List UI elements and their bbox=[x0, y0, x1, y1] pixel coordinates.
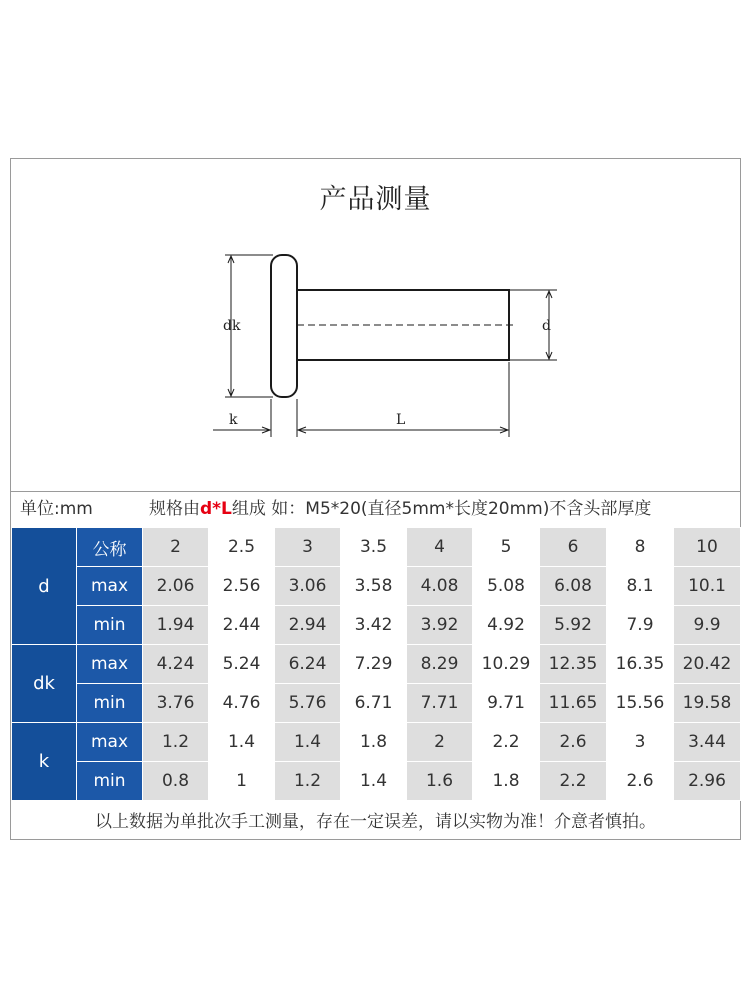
table-cell: 2 bbox=[407, 723, 473, 762]
table-cell: 2.44 bbox=[209, 606, 275, 645]
table-cell: 11.65 bbox=[540, 684, 607, 723]
table-cell: 9.9 bbox=[674, 606, 741, 645]
table-cell: 2.94 bbox=[275, 606, 341, 645]
nominal-size: 6 bbox=[540, 528, 607, 567]
rivet-dimension-diagram bbox=[11, 159, 740, 459]
table-cell: 1.6 bbox=[407, 762, 473, 801]
nominal-size: 2 bbox=[143, 528, 209, 567]
table-cell: 4.24 bbox=[143, 645, 209, 684]
spec-note-highlight: d*L bbox=[200, 499, 232, 519]
table-cell: 2.6 bbox=[607, 762, 674, 801]
table-cell: 3.92 bbox=[407, 606, 473, 645]
table-cell: 3.06 bbox=[275, 567, 341, 606]
row-label: min bbox=[77, 762, 143, 801]
k-label: k bbox=[229, 412, 238, 428]
table-cell: 4.92 bbox=[473, 606, 540, 645]
table-cell: 1.8 bbox=[341, 723, 407, 762]
table-cell: 5.76 bbox=[275, 684, 341, 723]
nominal-size: 3 bbox=[275, 528, 341, 567]
table-cell: 5.08 bbox=[473, 567, 540, 606]
table-row bbox=[12, 567, 741, 606]
table-cell: 4.76 bbox=[209, 684, 275, 723]
table-cell: 3.58 bbox=[341, 567, 407, 606]
table-cell: 1.2 bbox=[143, 723, 209, 762]
table-cell: 10.1 bbox=[674, 567, 741, 606]
unit-note-bar bbox=[11, 491, 740, 527]
table-cell: 8.1 bbox=[607, 567, 674, 606]
table-cell: 7.71 bbox=[407, 684, 473, 723]
nominal-label: 公称 bbox=[77, 528, 143, 567]
table-cell: 1.4 bbox=[341, 762, 407, 801]
table-cell: 3.44 bbox=[674, 723, 741, 762]
group-label: dk bbox=[12, 645, 77, 723]
table-cell: 1.94 bbox=[143, 606, 209, 645]
spec-note bbox=[149, 492, 651, 526]
nominal-size: 5 bbox=[473, 528, 540, 567]
table-cell: 3.42 bbox=[341, 606, 407, 645]
table-cell: 2.56 bbox=[209, 567, 275, 606]
table-row bbox=[12, 606, 741, 645]
disclaimer-footer: 以上数据为单批次手工测量，存在一定误差，请以实物为准！介意者慎拍。 bbox=[95, 812, 656, 832]
nominal-size: 10 bbox=[674, 528, 741, 567]
table-cell: 7.29 bbox=[341, 645, 407, 684]
row-label: min bbox=[77, 606, 143, 645]
row-label: max bbox=[77, 723, 143, 762]
table-cell: 3.76 bbox=[143, 684, 209, 723]
d-label: d bbox=[542, 318, 551, 334]
table-cell: 1.4 bbox=[275, 723, 341, 762]
unit-label: 单位:mm bbox=[20, 499, 93, 519]
table-cell: 15.56 bbox=[607, 684, 674, 723]
table-cell: 2.06 bbox=[143, 567, 209, 606]
table-cell: 10.29 bbox=[473, 645, 540, 684]
table-row bbox=[12, 723, 741, 762]
table-cell: 2.6 bbox=[540, 723, 607, 762]
table-cell: 6.24 bbox=[275, 645, 341, 684]
product-measurement-card bbox=[10, 158, 741, 840]
nominal-size: 3.5 bbox=[341, 528, 407, 567]
group-label: k bbox=[12, 723, 77, 801]
table-row bbox=[12, 645, 741, 684]
table-cell: 6.08 bbox=[540, 567, 607, 606]
table-cell: 1.2 bbox=[275, 762, 341, 801]
table-cell: 6.71 bbox=[341, 684, 407, 723]
table-row bbox=[12, 684, 741, 723]
table-cell: 5.24 bbox=[209, 645, 275, 684]
table-header-row bbox=[12, 528, 741, 567]
table-cell: 2.96 bbox=[674, 762, 741, 801]
table-cell: 1.8 bbox=[473, 762, 540, 801]
row-label: max bbox=[77, 567, 143, 606]
table-cell: 20.42 bbox=[674, 645, 741, 684]
table-row bbox=[12, 762, 741, 801]
dimension-table bbox=[11, 527, 741, 801]
row-label: max bbox=[77, 645, 143, 684]
table-cell: 3 bbox=[607, 723, 674, 762]
dk-label: dk bbox=[223, 318, 241, 334]
table-cell: 2.2 bbox=[473, 723, 540, 762]
table-cell: 19.58 bbox=[674, 684, 741, 723]
table-cell: 7.9 bbox=[607, 606, 674, 645]
table-cell: 8.29 bbox=[407, 645, 473, 684]
spec-note-suffix: 组成 如：M5*20(直径5mm*长度20mm)不含头部厚度 bbox=[231, 499, 652, 519]
table-cell: 5.92 bbox=[540, 606, 607, 645]
table-cell: 16.35 bbox=[607, 645, 674, 684]
l-label: L bbox=[396, 412, 406, 428]
table-cell: 2.2 bbox=[540, 762, 607, 801]
table-cell: 0.8 bbox=[143, 762, 209, 801]
nominal-size: 8 bbox=[607, 528, 674, 567]
table-cell: 9.71 bbox=[473, 684, 540, 723]
table-cell: 1 bbox=[209, 762, 275, 801]
nominal-size: 2.5 bbox=[209, 528, 275, 567]
row-label: min bbox=[77, 684, 143, 723]
table-cell: 4.08 bbox=[407, 567, 473, 606]
rivet-head-shape bbox=[271, 255, 297, 397]
table-cell: 1.4 bbox=[209, 723, 275, 762]
page-title: 产品测量 bbox=[319, 184, 432, 215]
table-cell: 12.35 bbox=[540, 645, 607, 684]
spec-note-prefix: 规格由 bbox=[149, 499, 200, 519]
nominal-size: 4 bbox=[407, 528, 473, 567]
group-label: d bbox=[12, 528, 77, 645]
